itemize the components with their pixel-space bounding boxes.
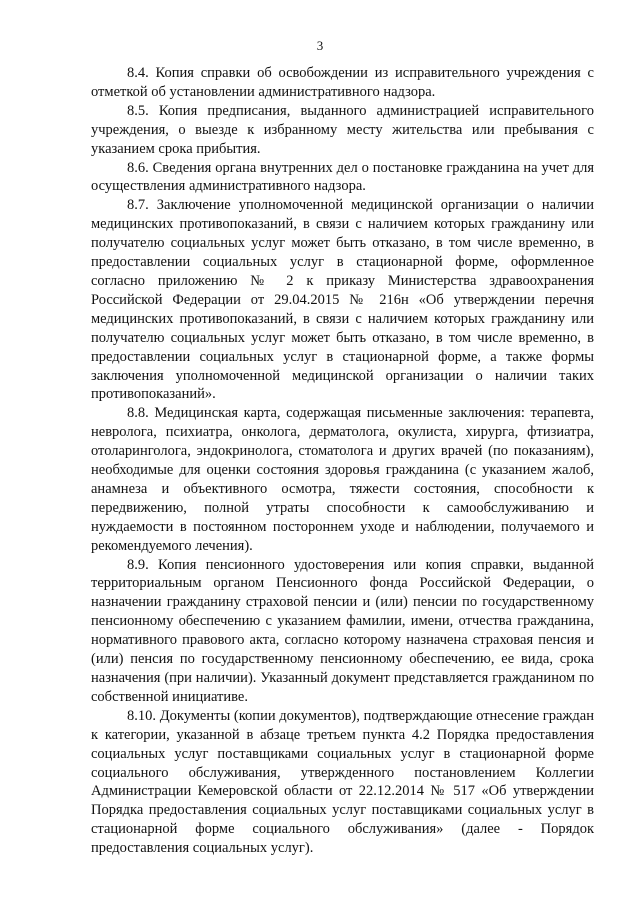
paragraph-8-10: 8.10. Документы (копии документов), подтверждающие отнесение граждан к категории, указанной в абзаце третьем пункта 4.2 Порядка предоставления социальных услуг поставщиками социальных услуг в стационарной форме социального обслуживания, утвержденного постановлением Коллегии Администрации Кемеровской области от 22.12.2014 № 517 «Об утверждении Порядка предоставления социальных услуг поставщиками социальных услуг в стационарной форме социального обслуживания» (далее - Порядок предоставления социальных услуг). <box>91 707 594 857</box>
paragraph-8-8: 8.8. Медицинская карта, содержащая письменные заключения: терапевта, невролога, психиатра, онколога, дерматолога, окулиста, хирурга, фтизиатра, отоларинголога, эндокринолога, стоматолога и других врачей (по показаниям), необходимые для оценки состояния здоровья гражданина (с указанием жалоб, анамнеза и объективного осмотра, тяжести состояния, способности к передвижению, полной утраты способности к самообслуживанию и нуждаемости в постоянном постороннем уходе и наблюдении, получаемого и рекомендуемого лечения). <box>91 405 594 554</box>
document-body <box>91 64 594 858</box>
paragraph-8-7: 8.7. Заключение уполномоченной медицинской организации о наличии медицинских противопоказаний, в связи с наличием которых гражданину или получателю социальных услуг может быть отказано, в том числе временно, в предоставлении социальных услуг в стационарной форме, оформленное согласно приложению № 2 к приказу Министерства здравоохранения Российской Федерации от 29.04.2015 № 216н «Об утверждении перечня медицинских противопоказаний, в связи с наличием которых гражданину или получателю социальных услуг может быть отказано, в том числе временно, в предоставлении социальных услуг в стационарной форме, а также формы заключения уполномоченной медицинской организации о наличии таких противопоказаний». <box>91 197 594 403</box>
paragraph-8-5: 8.5. Копия предписания, выданного администрацией исправительного учреждения, о выезде к избранному месту жительства или пребывания с указанием срока прибытия. <box>91 102 594 157</box>
paragraph-8-4: 8.4. Копия справки об освобождении из исправительного учреждения с отметкой об установлении административного надзора. <box>91 65 594 100</box>
paragraph-8-6: 8.6. Сведения органа внутренних дел о постановке гражданина на учет для осуществления административного надзора. <box>91 159 594 195</box>
page-number: 3 <box>316 38 324 53</box>
paragraph-8-9: 8.9. Копия пенсионного удостоверения или копия справки, выданной территориальным органом Пенсионного фонда Российской Федерации, о назначении гражданину страховой пенсии и (или) пенсии по государственному пенсионному обеспечению с указанием фамилии, имени, отчества гражданина, нормативного правового акта, согласно которому назначена страховая пенсия и (или) пенсия по государственному пенсионному обеспечению, ее вида, срока назначения (при наличии). Указанный документ представляется гражданином по собственной инициативе. <box>91 556 594 705</box>
